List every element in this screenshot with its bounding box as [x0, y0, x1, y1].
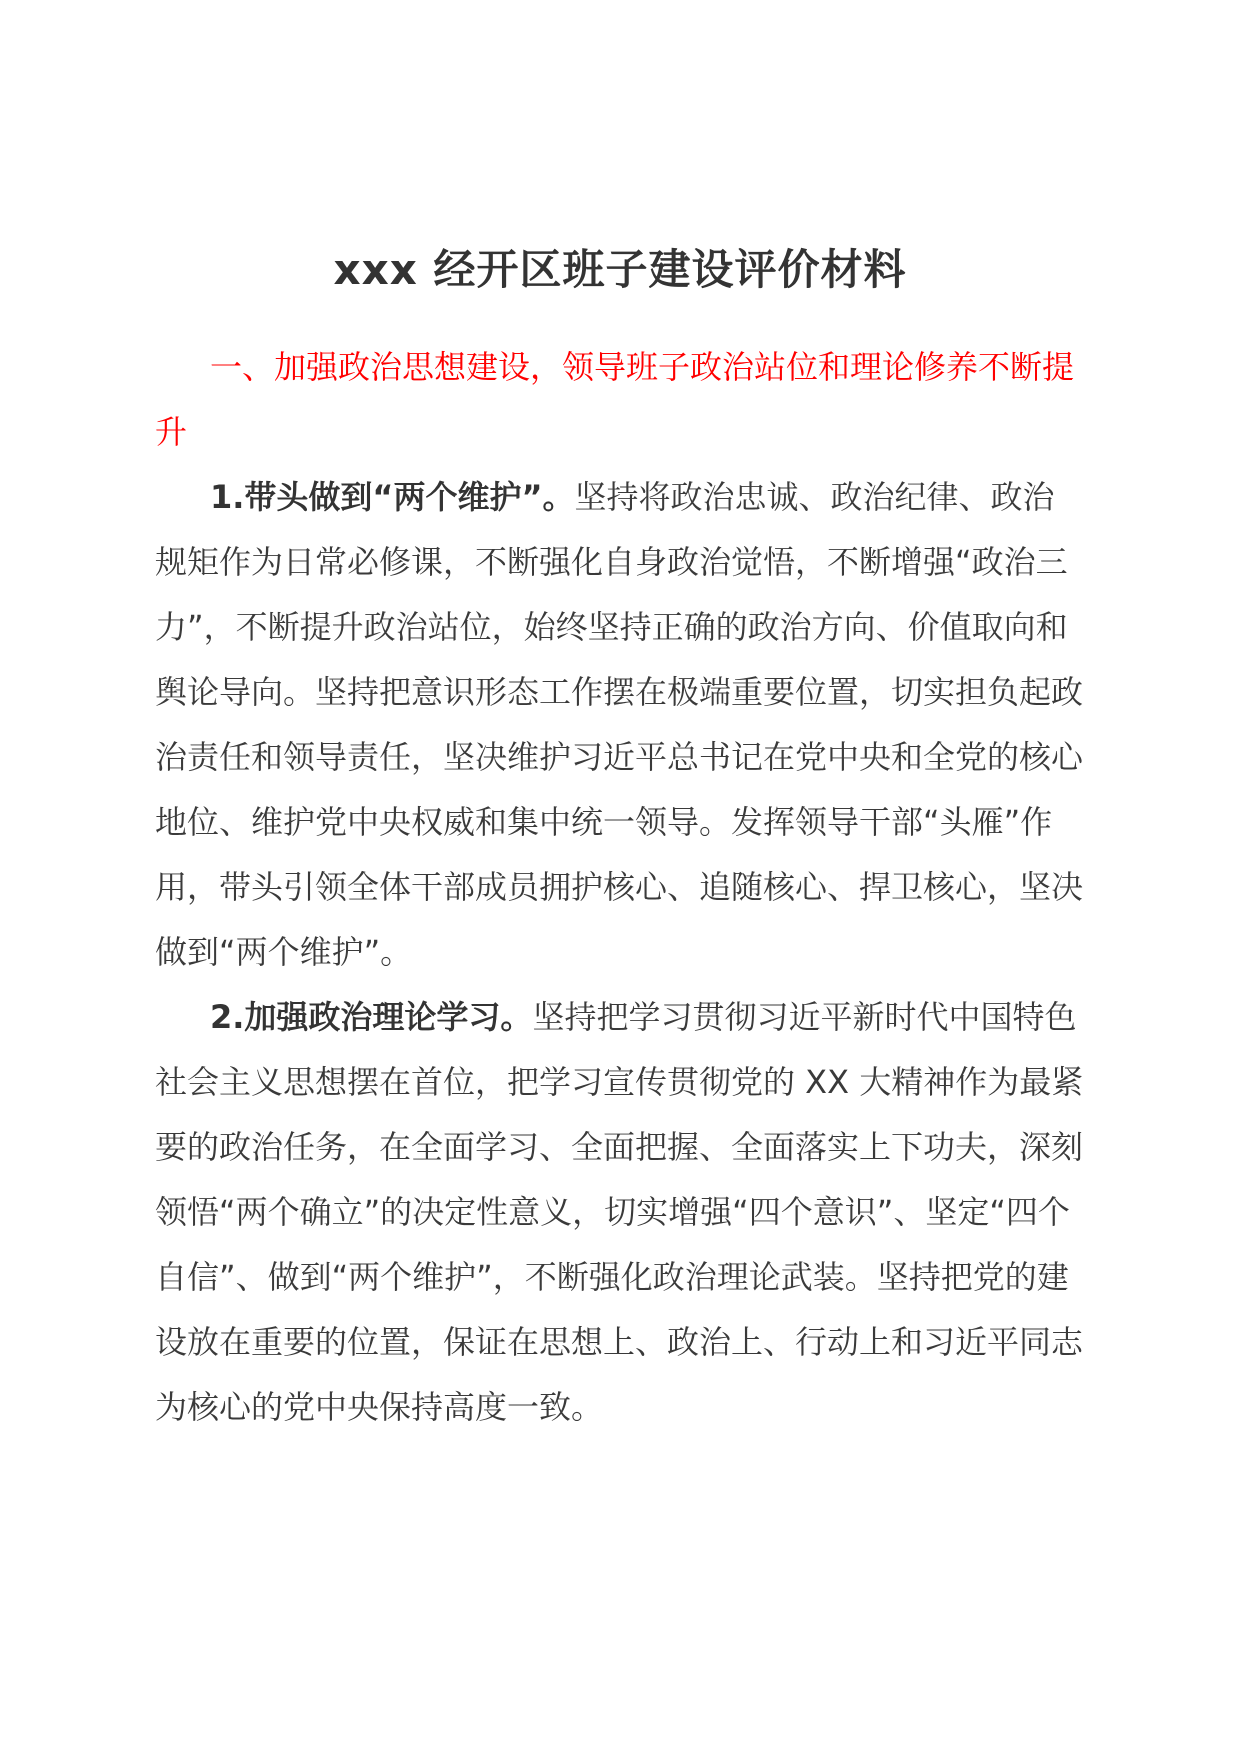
paragraph-2-lead: 2.加强政治理论学习。 [210, 998, 533, 1036]
paragraph-1-body: 坚持将政治忠诚、政治纪律、政治规矩作为日常必修课，不断强化自身政治觉悟，不断增强“政治三力”，不断提升政治站位，始终坚持正确的政治方向、价值取向和舆论导向。坚持把意识形态工作摆在极端重要位置，切实担负起政治责任和领导责任，坚决维护习近平总书记在党中央和全党的核心地位、维护党中央权威和集中统一领导。发挥领导干部“头雁”作用，带头引领全体干部成员拥护核心、追随核心、捍卫核心，坚决做到“两个维护”。 [155, 478, 1084, 971]
section-heading: 一、加强政治思想建设，领导班子政治站位和理论修养不断提升 [155, 348, 1075, 451]
document-body [155, 335, 1085, 1440]
paragraph-2 [155, 985, 1085, 1440]
document-title: xxx 经开区班子建设评价材料 [333, 245, 907, 294]
paragraph-1 [155, 465, 1085, 985]
paragraph-2-body: 坚持把学习贯彻习近平新时代中国特色社会主义思想摆在首位，把学习宣传贯彻党的 XX 大精神作为最紧要的政治任务，在全面学习、全面把握、全面落实上下功夫，深刻领悟“两个确立”的决定性意义，切实增强“四个意识”、坚定“四个自信”、做到“两个维护”，不断强化政治理论武装。坚持把党的建设放在重要的位置，保证在思想上、政治上、行动上和习近平同志为核心的党中央保持高度一致。 [155, 998, 1084, 1426]
paragraph-1-lead: 1.带头做到“两个维护”。 [210, 478, 575, 516]
